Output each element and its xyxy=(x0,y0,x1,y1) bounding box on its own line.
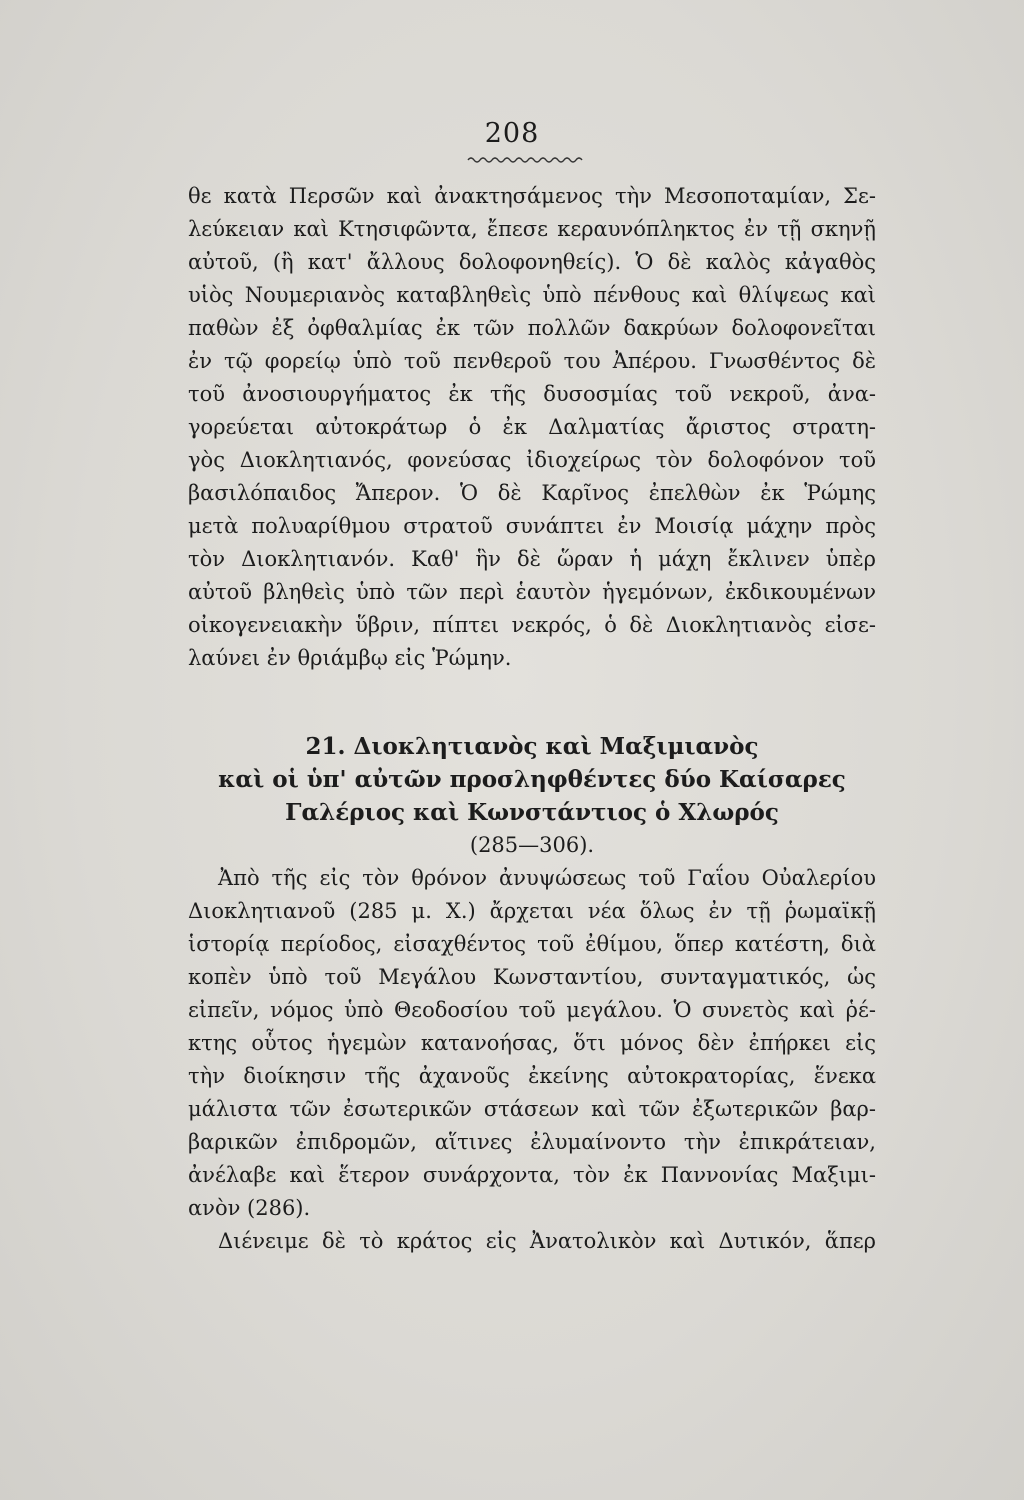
text-line: γὸς Διοκλητιανός, φονεύσας ἰδιοχείρως τὸν δολοφόνον τοῦ xyxy=(188,448,876,472)
text-line: μάλιστα τῶν ἐσωτερικῶν στάσεων καὶ τῶν ἐξωτερικῶν βαρ- xyxy=(188,1097,876,1121)
section-dates: (285—306). xyxy=(469,833,595,857)
wavy-rule-ornament xyxy=(466,155,586,165)
text-line: παθὼν ἐξ ὀφθαλμίας ἐκ τῶν πολλῶν δακρύων δολοφονεῖται xyxy=(188,316,876,340)
text-line: ανὸν (286). xyxy=(188,1196,311,1220)
section-heading-line-1 xyxy=(188,730,876,763)
text-line: βασιλόπαιδος Ἄπερον. Ὁ δὲ Καρῖνος ἐπελθὼν ἐκ Ῥώμης xyxy=(188,481,876,505)
text-line: εἰπεῖν, νόμος ὑπὸ Θεοδοσίου τοῦ μεγάλου. Ὁ συνετὸς καὶ ῥέ- xyxy=(188,998,876,1022)
page-number: 208 xyxy=(484,118,540,149)
section-heading xyxy=(188,730,876,862)
text-line: αὐτοῦ, (ἢ κατ' ἄλλους δολοφονηθείς). Ὁ δὲ καλὸς κἀγαθὸς xyxy=(188,250,876,274)
text-line: γορεύεται αὐτοκράτωρ ὁ ἐκ Δαλματίας ἄριστος στρατη- xyxy=(188,415,876,439)
text-line: μετὰ πολυαρίθμου στρατοῦ συνάπτει ἐν Μοισίᾳ μάχην πρὸς xyxy=(188,514,876,538)
text-line: ἱστορίᾳ περίοδος, εἰσαχθέντος τοῦ ἐθίμου, ὅπερ κατέστη, διὰ xyxy=(188,932,876,956)
paragraph-continued xyxy=(188,180,876,675)
text-line: οἰκογενειακὴν ὕβριν, πίπτει νεκρός, ὁ δὲ Διοκλητιανὸς εἰσε- xyxy=(188,613,876,637)
text-line: βαρικῶν ἐπιδρομῶν, αἵτινες ἐλυμαίνοντο τὴν ἐπικράτειαν, xyxy=(188,1130,876,1154)
text-line: Διένειμε δὲ τὸ κράτος εἰς Ἀνατολικὸν καὶ Δυτικόν, ἅπερ xyxy=(218,1229,876,1253)
section-title-line-2: καὶ οἱ ὑπ' αὐτῶν προσληφθέντες δύο Καίσαρες xyxy=(218,766,846,793)
text-line: υἱὸς Νουμεριανὸς καταβληθεὶς ὑπὸ πένθους καὶ θλίψεως καὶ xyxy=(188,283,876,307)
paragraph-section-body xyxy=(188,862,876,1258)
section-title-line-1: Διοκλητιανὸς καὶ Μαξιμιανὸς xyxy=(353,733,759,760)
text-line: τοῦ ἀνοσιουργήματος ἐκ τῆς δυσοσμίας τοῦ νεκροῦ, ἀνα- xyxy=(188,382,876,406)
section-title-line-3: Γαλέριος καὶ Κωνστάντιος ὁ Χλωρός xyxy=(285,799,779,826)
text-line: ἐν τῷ φορείῳ ὑπὸ τοῦ πενθεροῦ του Ἀπέρου. Γνωσθέντος δὲ xyxy=(188,349,876,373)
text-line: κοπὲν ὑπὸ τοῦ Μεγάλου Κωνσταντίου, συνταγματικός, ὡς xyxy=(188,965,876,989)
text-line: τὴν διοίκησιν τῆς ἀχανοῦς ἐκείνης αὐτοκρατορίας, ἕνεκα xyxy=(188,1064,876,1088)
text-line: Διοκλητιανοῦ (285 μ. Χ.) ἄρχεται νέα ὅλως ἐν τῇ ῥωμαϊκῇ xyxy=(188,899,876,923)
text-line: κτης οὗτος ἡγεμὼν κατανοήσας, ὅτι μόνος δὲν ἐπήρκει εἰς xyxy=(188,1031,876,1055)
text-line: Ἀπὸ τῆς εἰς τὸν θρόνον ἀνυψώσεως τοῦ Γαΐου Οὐαλερίου xyxy=(218,866,876,890)
text-line: ἀνέλαβε καὶ ἕτερον συνάρχοντα, τὸν ἐκ Παννονίας Μαξιμι- xyxy=(188,1163,876,1187)
text-line: θε κατὰ Περσῶν καὶ ἀνακτησάμενος τὴν Μεσοποταμίαν, Σε- xyxy=(188,184,876,208)
text-line: λαύνει ἐν θριάμβῳ εἰς Ῥώμην. xyxy=(188,646,512,670)
section-number: 21. xyxy=(305,733,346,760)
text-line: λεύκειαν καὶ Κτησιφῶντα, ἔπεσε κεραυνόπληκτος ἐν τῇ σκηνῇ xyxy=(188,217,876,241)
text-line: αὐτοῦ βληθεὶς ὑπὸ τῶν περὶ ἑαυτὸν ἡγεμόνων, ἐκδικουμένων xyxy=(188,580,876,604)
text-line: τὸν Διοκλητιανόν. Καθ' ἣν δὲ ὥραν ἡ μάχη ἔκλινεν ὑπὲρ xyxy=(188,547,876,571)
